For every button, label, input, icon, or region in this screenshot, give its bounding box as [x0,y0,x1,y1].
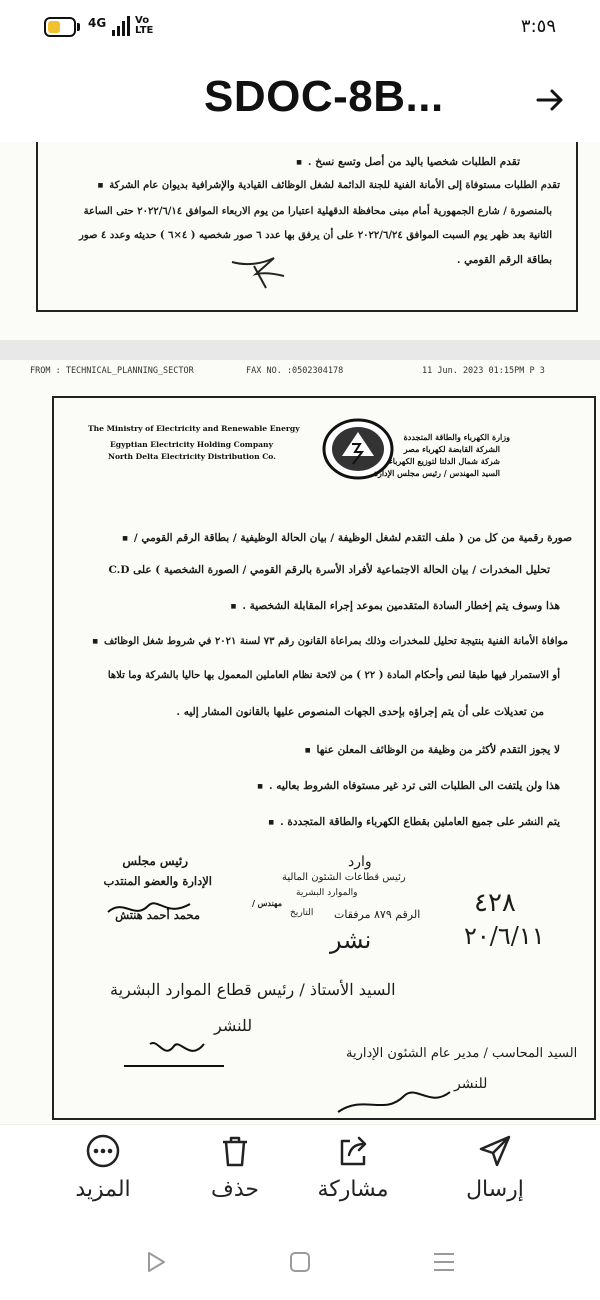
body-line: يتم النشر على جميع العاملين بقطاع الكهرباء والطاقة المتجددة . ■ [268,816,560,828]
stamp-text: الرقم ٨٧٩ مرفقات [334,908,421,921]
page1-line: تقدم الطلبات شخصيا باليد من أصل وتسع نسخ . ■ [296,156,520,168]
body-line: لا يجوز التقدم لأكثر من وظيفة من الوظائف المعلن عنها ■ [305,744,560,756]
status-time: ٣:٥٩ [520,16,556,37]
header-english-line: Egyptian Electricity Holding Company [110,440,273,449]
more-icon [85,1133,121,1169]
forward-arrow-button[interactable] [528,78,572,122]
handwritten-date: ٢٠/٦/١١ [464,922,545,950]
send-label: إرسال [466,1177,524,1202]
handwritten-note: للنشر [214,1016,253,1035]
send-button[interactable] [440,1133,550,1221]
share-icon [335,1133,371,1169]
document-page-1 [0,142,600,340]
handwritten-scribble [120,1036,230,1072]
page1-line: بالمنصورة / شارع الجمهورية أمام مبنى محافظة الدقهلية اعتبارا من يوم الاربعاء الموافق ٢٠٢٢/٦/١٤ حتى الساعة [83,206,552,217]
handwritten-number: ٤٢٨ [474,888,516,918]
app-header [0,60,600,140]
page1-line: الثانية بعد ظهر يوم السبت الموافق ٢٠٢٢/٦/٢٤ على أن يرفق بها عدد ٦ صور شخصيه ( ٤×٦ ) حديثه وعدد ٤ صور [79,230,552,241]
handwritten-note: السيد المحاسب / مدير عام الشئون الإدارية [346,1046,578,1061]
body-line: تحليل المخدرات / بيان الحالة الاجتماعية لأفراد الأسرة بالرقم القومي / الصورة الشخصية ) على C.D [108,564,550,576]
system-nav-bar [0,1224,600,1300]
handwritten-note: السيد الأستاذ / رئيس قطاع الموارد البشرية [110,980,396,999]
send-icon [477,1133,513,1169]
header-arabic-line: الشركة القابضة لكهرباء مصر [403,444,500,454]
stamp-text: والموارد البشرية [296,888,358,898]
signature-scribble [226,252,290,292]
back-triangle-icon [144,1250,168,1274]
volte-indicator: Vo LTE [135,15,154,36]
document-title: SDOC-8B... [204,72,444,121]
signature-title: الإدارة والعضو المنتدب [103,874,212,888]
fax-date: 11 Jun. 2023 01:15PM P 3 [422,366,545,376]
signature-title: رئيس مجلس [122,854,188,868]
nav-back-button[interactable] [136,1242,176,1282]
stamp-text: رئيس قطاعات الشئون المالية [282,872,406,883]
header-arabic-line: السيد المهندس / رئيس مجلس الإدارة [373,468,500,478]
share-label: مشاركة [317,1177,389,1202]
page1-line: بطاقة الرقم القومي . [456,254,552,266]
delete-label: حذف [211,1177,259,1202]
header-english-line: North Delta Electricity Distribution Co. [108,452,276,461]
body-line: هذا ولن يلتفت الى الطلبات التى ترد غير مستوفاه الشروط بعاليه . ■ [257,780,560,792]
menu-lines-icon [432,1250,456,1274]
delete-button[interactable] [180,1133,290,1221]
nav-home-button[interactable] [280,1242,320,1282]
body-line: صورة رقمية من كل من ( ملف التقدم لشغل الوظيفة / بيان الحالة الوظيفية / بطاقة الرقم القومي / ■ [122,532,572,544]
fax-from: FROM : TECHNICAL_PLANNING_SECTOR [30,366,194,376]
body-line: من تعديلات على أن يتم إجراؤه بإحدى الجهات المنصوص عليها بالقانون المشار إليه . [176,706,544,718]
handwritten-scribble [334,1080,454,1120]
header-arabic-line: وزارة الكهرباء والطاقة المتجددة [403,432,510,442]
page1-line: تقدم الطلبات مستوفاة إلى الأمانة الفنية للجنة الدائمة لشغل الوظائف القيادية والإشرافية بديوان عام الشركة ■ [98,180,560,191]
document-page-2 [0,360,600,1124]
body-line: هذا وسوف يتم إخطار السادة المتقدمين بموعد إجراء المقابلة الشخصية . ■ [231,600,560,612]
body-line: أو الاستمرار فيها طبقا لنص وأحكام المادة ( ٢٢ ) من لائحة نظام العاملين المعمول بها حاليا بالشركة وما تلاها [107,670,560,681]
header-arabic-line: شركة شمال الدلتا لتوزيع الكهرباء [388,456,500,466]
more-label: المزيد [75,1177,131,1202]
share-button[interactable] [298,1133,408,1221]
signature-scribble [104,894,194,924]
document-viewer[interactable] [0,142,600,1124]
trash-icon [217,1133,253,1169]
arrow-right-icon [534,84,566,116]
status-bar [0,0,600,60]
network-type: 4G [88,16,107,30]
handwritten-note: نشر [330,926,372,954]
home-square-icon [288,1250,312,1274]
fax-number: FAX NO. :0502304178 [246,366,344,376]
handwritten-note: للنشر [454,1076,488,1092]
stamp-label: وارد [348,854,372,870]
body-line: موافاة الأمانة الفنية بنتيجة تحليل للمخدرات وذلك بمراعاة القانون رقم ٧٣ لسنة ٢٠٢١ في شروط شغل الوظائف ■ [92,636,568,647]
nav-menu-button[interactable] [424,1242,464,1282]
header-english-line: The Ministry of Electricity and Renewable Energy [88,424,300,433]
signature-prefix: مهندس / [251,898,282,908]
signatory-name: محمد أحمد هنتش [115,908,200,922]
more-button[interactable] [48,1133,158,1221]
action-bar [0,1124,600,1225]
stamp-text: التاريخ [290,908,314,918]
battery-icon [44,17,76,37]
signal-icon [112,16,130,36]
